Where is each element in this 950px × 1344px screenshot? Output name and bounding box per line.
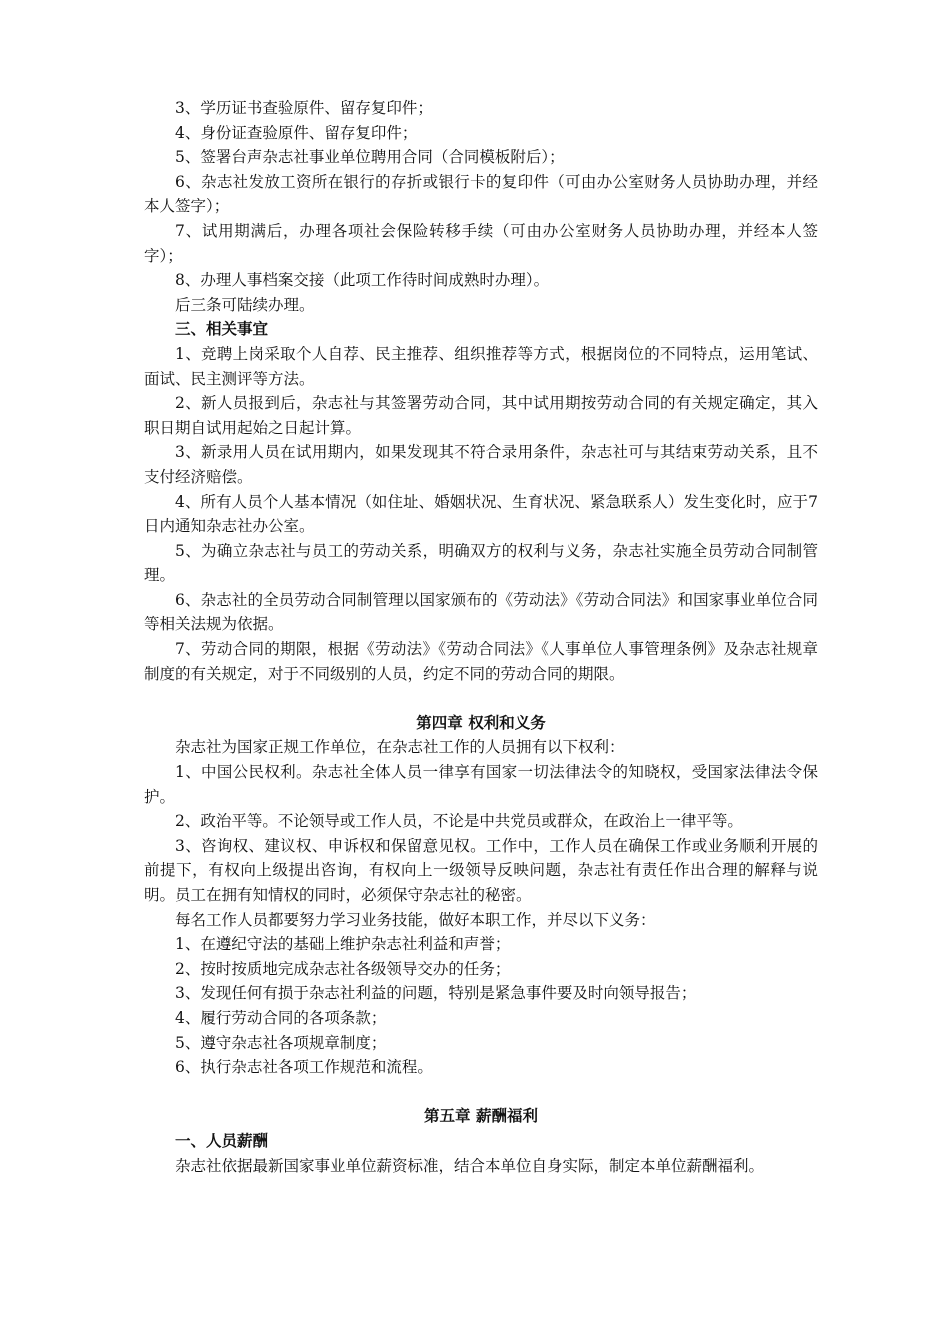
list-item: 3、新录用人员在试用期内，如果发现其不符合录用条件，杂志社可与其结束劳动关系，且不支付经济赔偿。: [144, 443, 818, 486]
section-heading: 三、相关事宜: [175, 319, 269, 339]
list-item: 2、按时按质地完成杂志社各级领导交办的任务；: [175, 959, 511, 978]
section-heading: 一、人员薪酬: [175, 1130, 269, 1150]
list-item: 8、办理人事档案交接（此项工作待时间成熟时办理）。: [175, 271, 550, 290]
list-item: 1、中国公民权利。杂志社全体人员一律享有国家一切法律法令的知晓权，受国家法律法令保护。: [144, 763, 818, 806]
list-item: 7、劳动合同的期限，根据《劳动法》《劳动合同法》《人事单位人事管理条例》及杂志社规章制度的有关规定，对于不同级别的人员，约定不同的劳动合同的期限。: [144, 640, 818, 683]
paragraph: 杂志社依据最新国家事业单位薪资标准，结合本单位自身实际，制定本单位薪酬福利。: [175, 1156, 765, 1175]
list-item: 2、政治平等。不论领导或工作人员，不论是中共党员或群众，在政治上一律平等。: [175, 812, 743, 831]
list-item: 5、签署台声杂志社事业单位聘用合同（合同模板附后）；: [175, 148, 565, 167]
chapter-title: 第五章 薪酬福利: [424, 1106, 538, 1126]
document-body: [144, 96, 818, 1178]
list-item: 3、咨询权、建议权、申诉权和保留意见权。工作中，工作人员在确保工作或业务顺利开展的前提下，有权向上级提出咨询，有权向上一级领导反映问题，杂志社有责任作出合理的解释与说明。员工在拥有知情权的同时，必须保守杂志社的秘密。: [144, 836, 818, 904]
paragraph: 杂志社为国家正规工作单位，在杂志社工作的人员拥有以下权利：: [175, 738, 625, 757]
list-item: 6、杂志社发放工资所在银行的存折或银行卡的复印件（可由办公室财务人员协助办理，并经本人签字）；: [144, 172, 818, 216]
list-item: 4、履行劳动合同的各项条款；: [175, 1008, 387, 1027]
list-item: 3、发现任何有损于杂志社利益的问题，特别是紧急事件要及时向领导报告；: [175, 984, 697, 1003]
list-item: 2、新人员报到后，杂志社与其签署劳动合同，其中试用期按劳动合同的有关规定确定，其入职日期自试用起始之日起计算。: [144, 394, 818, 437]
note-paragraph: 后三条可陆续办理。: [175, 295, 315, 314]
list-item: 1、竞聘上岗采取个人自荐、民主推荐、组织推荐等方式，根据岗位的不同特点，运用笔试、面试、民主测评等方法。: [144, 344, 818, 388]
paragraph: 每名工作人员都要努力学习业务技能，做好本职工作，并尽以下义务：: [175, 910, 656, 929]
spacer: [144, 1080, 818, 1105]
list-item: 4、身份证查验原件、留存复印件；: [175, 123, 418, 142]
list-item: 6、执行杂志社各项工作规范和流程。: [175, 1058, 433, 1077]
list-item: 1、在遵纪守法的基础上维护杂志社利益和声誉；: [175, 935, 511, 954]
list-item: 4、所有人员个人基本情况（如住址、婚姻状况、生育状况、紧急联系人）发生变化时，应于7日内通知杂志社办公室。: [144, 492, 818, 536]
list-item: 7、试用期满后，办理各项社会保险转移手续（可由办公室财务人员协助办理，并经本人签字）；: [144, 221, 818, 265]
list-item: 6、杂志社的全员劳动合同制管理以国家颁布的《劳动法》《劳动合同法》和国家事业单位合同等相关法规为依据。: [144, 590, 818, 634]
spacer: [144, 686, 818, 711]
list-item: 5、遵守杂志社各项规章制度；: [175, 1033, 387, 1052]
chapter-title: 第四章 权利和义务: [416, 712, 546, 732]
list-item: 3、学历证书查验原件、留存复印件；: [175, 99, 433, 117]
list-item: 5、为确立杂志社与员工的劳动关系，明确双方的权利与义务，杂志社实施全员劳动合同制管理。: [144, 541, 818, 585]
